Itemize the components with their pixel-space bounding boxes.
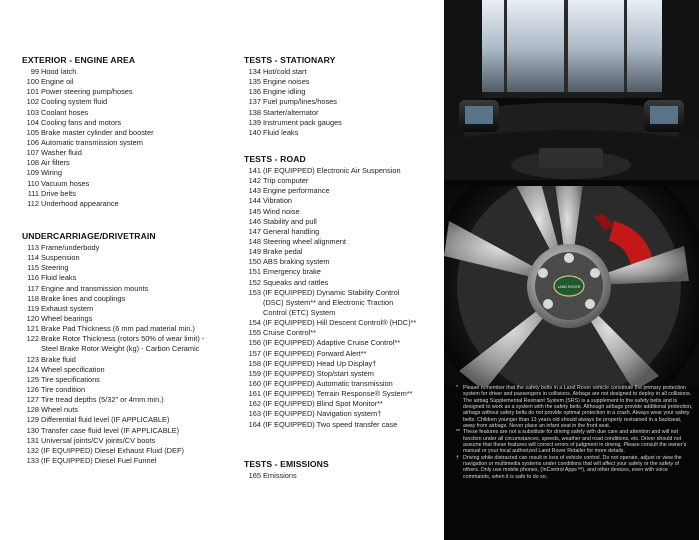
checklist-item [244,257,444,267]
item-label: Differential fluid level (IF APPLICABLE) [41,415,170,425]
item-label: (IF EQUIPPED) Two speed transfer case [263,419,398,429]
item-number: 134 [248,67,261,76]
checklist-item [244,108,444,118]
item-label: Stability and pull [263,216,317,226]
item-label: (IF EQUIPPED) Diesel Fuel Funnel [41,455,157,465]
item-number: 119 [27,303,39,313]
item-number: 104 [26,117,39,127]
item-label: Fluid leaks [263,127,299,137]
item-number: 103 [26,107,39,117]
item-label: Wheel bearings [41,313,93,323]
item-number: 162 [248,399,261,409]
item-number: 122 [26,334,39,344]
item-label: Engine and transmission mounts [41,283,149,293]
item-label: (IF EQUIPPED) Blind Spot Monitor** [263,399,383,409]
item-number: 102 [26,97,39,107]
item-label: Steering [41,263,69,273]
footnote [456,385,694,429]
item-number: 132 [26,445,39,455]
item-number: 101 [26,87,39,97]
checklist-item [244,471,444,481]
checklist-item [244,420,444,430]
checklist-item [244,359,444,369]
item-number: 139 [248,117,261,127]
item-label: Air filters [41,158,70,168]
checklist-item [244,409,444,419]
item-label: Hood latch [41,67,77,76]
checklist-item [22,405,234,415]
item-number: 133 [26,455,39,465]
item-label: Wheel specification [41,364,105,374]
item-label: Brake Rotor Thickness (rotors 50% of wear limit) - [41,334,205,344]
item-list [244,67,444,138]
checklist-item [22,395,234,405]
item-number: 165 [248,471,261,480]
checklist-item [244,338,444,348]
item-label: Cooling system fluid [41,97,108,107]
item-label: Power steering pump/hoses [41,87,133,97]
section-heading: TESTS - ROAD [244,154,306,164]
item-number: 99 [30,67,39,76]
item-number: 113 [27,243,39,252]
checklist-item [244,87,444,97]
checklist-item [22,189,234,199]
footnote [456,429,694,454]
checklist-item [22,77,234,87]
item-number: 123 [26,354,39,364]
item-list [22,67,234,209]
item-number: 164 [248,419,261,429]
checklist-item [244,318,444,328]
item-number: 129 [26,415,39,425]
checklist-item [244,97,444,107]
checklist-item [22,273,234,283]
item-number: 141 [248,166,261,175]
checklist-item [244,389,444,399]
item-number: 111 [27,188,39,198]
item-label: Steel Brake Rotor Weight (kg) - Carbon Ceramic [41,344,200,354]
item-number: 115 [27,263,39,273]
checklist-item [22,67,234,77]
item-number: 110 [27,178,39,188]
item-number: 157 [248,348,261,358]
item-number: 140 [248,127,261,137]
item-label: (IF EQUIPPED) Adaptive Cruise Control** [263,338,401,348]
photo-panel [444,0,699,540]
item-number: 155 [248,328,261,338]
section-tests-emissions [244,458,444,481]
item-label: Starter/alternator [263,107,319,117]
footnote-mark: † [456,454,459,461]
item-label: Frame/underbody [41,243,100,252]
checklist-item [22,365,234,375]
item-label: (IF EQUIPPED) Terrain Response® System** [263,389,413,399]
item-number: 128 [26,405,39,415]
item-label: Tire tread depths (5/32" or 4mm min.) [41,395,164,405]
item-label: (IF EQUIPPED) Dynamic Stability Control [263,287,400,297]
item-label: Exhaust system [41,303,94,313]
checklist-item [244,67,444,77]
item-number: 154 [248,318,261,328]
car-interior-photo [444,0,699,180]
checklist-item [22,97,234,107]
item-label: Tire condition [41,385,86,394]
item-number: 145 [248,206,261,216]
item-number: 153 [248,287,261,297]
item-number: 124 [26,364,39,374]
item-number: 127 [26,395,39,405]
item-label: Fluid leaks [41,273,77,283]
footnote-text: Driving while distracted can result in loss of vehicle control. Do not operate, adjust or view the navigation or multimedia systems under conditions that will affect your safety or the safety of others. Only use mobile phones, (InControl Apps™), and other devices, even with voice commands, when it is safe to do so. [463,454,682,480]
footnote-mark: * [456,385,459,391]
item-label: Steering wheel alignment [263,236,346,246]
item-number: 120 [26,313,39,323]
item-label: Brake Pad Thickness (6 mm pad material min.) [41,324,195,334]
item-label: Brake lines and couplings [41,293,126,303]
item-label: Washer fluid [41,148,82,158]
item-number: 125 [26,374,39,384]
checklist-item [244,77,444,87]
item-label: Drive belts [41,188,76,198]
item-label: (IF EQUIPPED) Diesel Exhaust Fluid (DEF) [41,445,184,455]
item-number: 108 [26,158,39,168]
item-number: 135 [248,77,261,87]
checklist-item [244,399,444,409]
item-label: Coolant hoses [41,107,89,117]
checklist-item [244,247,444,257]
item-label: Engine performance [263,186,330,196]
item-number: 149 [248,247,261,257]
item-label: (IF EQUIPPED) Stop/start system [263,368,374,378]
checklist-item [244,288,444,318]
checklist-item [22,415,234,425]
item-label: (IF EQUIPPED) Forward Alert** [263,348,367,358]
section-tests-road [244,153,444,430]
checklist-item [244,128,444,138]
item-number: 105 [26,127,39,137]
item-number: 150 [248,257,261,267]
item-label: Fuel pump/lines/hoses [263,97,337,107]
item-label: (IF EQUIPPED) Navigation system† [263,409,382,419]
checklist-item [22,314,234,324]
checklist-item [22,355,234,365]
item-label: Vacuum hoses [41,178,90,188]
checklist-item [244,196,444,206]
svg-text:LAND ROVER: LAND ROVER [557,285,581,289]
checklist-item [22,263,234,273]
section-undercarriage-drivetrain [22,230,234,466]
item-label: Wheel nuts [41,405,78,415]
item-number: 160 [248,379,261,388]
checklist-item [22,168,234,178]
item-number: 152 [248,277,261,287]
checklist-item [22,199,234,209]
item-number: 163 [248,409,261,419]
item-number: 159 [248,368,261,378]
checklist-item [244,176,444,186]
footnote-mark: ** [456,429,461,436]
item-number: 126 [26,385,39,394]
item-number: 138 [248,107,261,117]
checklist-item [244,217,444,227]
item-number: 112 [27,198,39,208]
checklist-item [244,267,444,277]
checklist-item [22,148,234,158]
checklist-item [22,118,234,128]
item-label: Transfer case fluid level (IF APPLICABLE) [41,425,180,435]
item-label: Emergency brake [263,267,321,277]
item-label: Control (ETC) System [263,308,336,317]
item-number: 161 [248,389,261,399]
item-label: Wind noise [263,206,300,216]
section-heading: UNDERCARRIAGE/DRIVETRAIN [22,231,156,241]
checklist-item [244,278,444,288]
item-number: 156 [248,338,261,348]
item-number: 158 [248,358,261,368]
item-list [244,166,444,430]
item-label: Engine idling [263,87,306,97]
item-label: Vibration [263,196,293,206]
checklist-item [244,166,444,176]
item-number: 136 [248,87,261,97]
item-label: Brake fluid [41,354,76,364]
section-tests-stationary [244,54,444,138]
item-label: Hot/cold start [263,67,307,76]
checklist-item [22,138,234,148]
item-number: 118 [27,293,39,303]
item-label: Universal joints/CV joints/CV boots [41,435,156,445]
item-number: 116 [27,273,39,283]
footnote-text: These features are not a substitute for driving safely with due care and attention and will not function under all circumstances, speeds, weather and road conditions, etc. Driver should not assume that these features will correct errors of judgment in driving. Please consult the owner's manual or your local authorized Land Rover Retailer for more details. [463,429,687,455]
checklist-item [244,227,444,237]
footnote [456,455,694,480]
checklist-item [244,328,444,338]
item-list [244,471,444,481]
checklist-item [22,284,234,294]
item-label: (IF EQUIPPED) Head Up Display† [263,358,377,368]
item-number: 117 [27,283,39,293]
item-label: (IF EQUIPPED) Hill Descent Control® (HDC)** [263,318,417,328]
wheel-photo [444,186,699,386]
checklist-item [244,118,444,128]
item-number: 100 [26,77,39,87]
item-label: Tire specifications [41,374,100,384]
item-label: Wiring [41,168,62,178]
item-number: 114 [27,253,39,263]
checklist-item [244,349,444,359]
checklist-item [22,253,234,263]
footnotes [456,385,694,480]
item-number: 107 [26,148,39,158]
item-number: 143 [248,186,261,196]
item-number: 130 [26,425,39,435]
item-label: General handling [263,226,320,236]
section-heading: EXTERIOR - ENGINE AREA [22,55,136,65]
checklist-item [22,128,234,138]
checklist-item [22,456,234,466]
item-label: Engine noises [263,77,310,87]
item-label: Cooling fans and motors [41,117,122,127]
item-label: Engine oil [41,77,74,87]
item-number: 148 [248,236,261,246]
checklist-item [22,87,234,97]
item-number: 144 [248,196,261,206]
item-label: Brake pedal [263,247,303,257]
checklist-item [22,294,234,304]
footnote-text: Please remember that the safety belts in a Land Rover vehicle constitute the primary protection system for driver and passengers in collisions. Airbags are not designed to deploy in all collisions. The airbag Supplemental Restraint System (SRS) is a supplement to the safety belts and is designed to work as a system with the safety belts. Although airbags provide additional protection, airbags without safety belts do not provide optimal protection in a crash. Always wear your safety belts. Children younger than 13 years old should always be properly restrained in a backseat, away from airbags. Never place an infant seat in the front seat. [463,385,693,430]
item-label: Automatic transmission system [41,137,143,147]
checklist-item [22,375,234,385]
checklist-item [22,334,234,354]
checklist-item [22,179,234,189]
item-label: Trip computer [263,176,309,186]
item-label: Squeaks and rattles [263,277,329,287]
item-label: ABS braking system [263,257,330,267]
item-label: (DSC) System** and Electronic Traction [263,297,394,307]
checklist-item [244,379,444,389]
checklist-item [22,108,234,118]
item-list [22,243,234,466]
item-number: 137 [248,97,261,107]
item-number: 131 [26,435,39,445]
section-heading: TESTS - EMISSIONS [244,459,329,469]
checklist-item [244,186,444,196]
checklist-item [22,446,234,456]
checklist-item [244,207,444,217]
checklist-item [22,158,234,168]
section-exterior-engine-area [22,54,234,209]
item-label: Brake master cylinder and booster [41,127,154,137]
checklist-item [244,237,444,247]
checklist-item [22,385,234,395]
checklist-item [22,436,234,446]
checklist-item [244,369,444,379]
item-label: (IF EQUIPPED) Automatic transmission [263,379,393,388]
item-label: Emissions [263,471,297,480]
item-label: Underhood appearance [41,198,119,208]
section-heading: TESTS - STATIONARY [244,55,336,65]
item-number: 147 [248,226,261,236]
item-label: Cruise Control** [263,328,316,338]
checklist-item [22,304,234,314]
item-number: 109 [26,168,39,178]
item-number: 121 [26,324,39,334]
checklist-item [22,243,234,253]
item-number: 146 [248,216,261,226]
item-label: (IF EQUIPPED) Electronic Air Suspension [263,166,401,175]
item-label: Suspension [41,253,80,263]
item-number: 151 [248,267,261,277]
item-number: 142 [248,176,261,186]
item-label: Instrument pack gauges [263,117,342,127]
item-number: 106 [26,137,39,147]
checklist-item [22,324,234,334]
checklist-item [22,426,234,436]
